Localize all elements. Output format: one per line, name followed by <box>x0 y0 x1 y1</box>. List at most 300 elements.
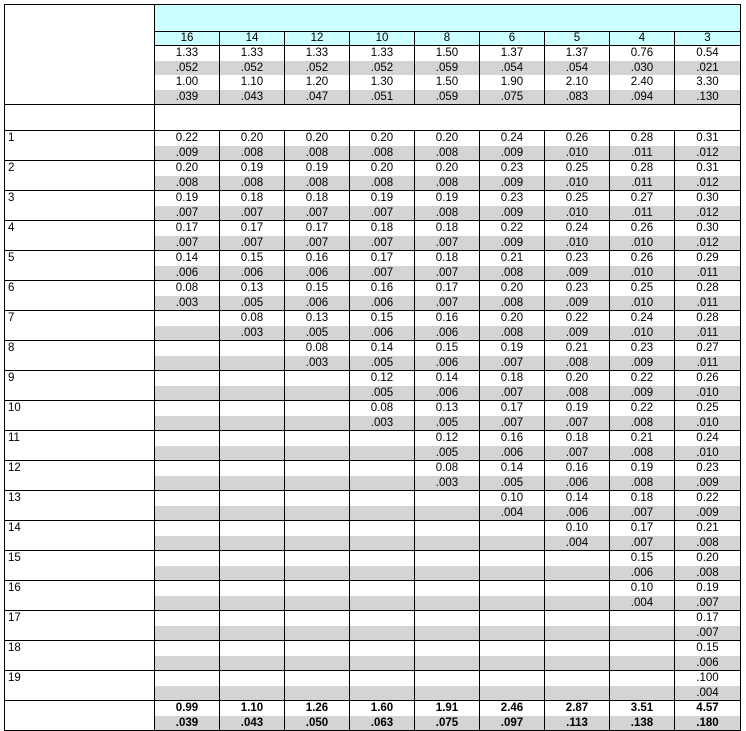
data-cell: 0.26 <box>675 371 741 386</box>
data-cell <box>285 626 350 641</box>
data-cell: .006 <box>350 296 415 311</box>
spacer-label-cell <box>5 105 155 131</box>
row-label-blank <box>5 326 155 341</box>
data-cell: .006 <box>155 266 220 281</box>
totals-row <box>5 701 741 716</box>
data-cell: .006 <box>285 296 350 311</box>
data-cell <box>285 431 350 446</box>
data-cell: 0.16 <box>480 431 545 446</box>
data-cell: .006 <box>545 506 610 521</box>
data-cell <box>480 671 545 686</box>
data-cell <box>480 521 545 536</box>
data-cell <box>220 611 285 626</box>
data-cell: .006 <box>675 656 741 671</box>
table-row <box>5 161 741 176</box>
totals-label-cell <box>5 716 155 731</box>
data-cell: 0.28 <box>675 311 741 326</box>
data-cell: .007 <box>155 236 220 251</box>
data-cell <box>155 446 220 461</box>
data-cell <box>350 506 415 521</box>
data-cell: .006 <box>545 476 610 491</box>
data-cell: 0.26 <box>610 221 675 236</box>
total-cell: 4.57 <box>675 701 741 716</box>
header-data-cell: 1.50 <box>415 46 480 61</box>
data-cell <box>610 611 675 626</box>
header-data-cell: 1.37 <box>545 46 610 61</box>
data-cell <box>610 656 675 671</box>
data-cell: 0.08 <box>350 401 415 416</box>
row-label: 8 <box>5 341 155 356</box>
table-row <box>5 251 741 266</box>
data-cell: 0.10 <box>545 521 610 536</box>
data-cell: .006 <box>285 266 350 281</box>
row-label: 17 <box>5 611 155 626</box>
header-data-cell: .051 <box>350 90 415 105</box>
data-cell <box>415 581 480 596</box>
table-row-secondary <box>5 656 741 671</box>
header-banner <box>155 5 741 32</box>
data-cell: 0.25 <box>610 281 675 296</box>
table-row-secondary <box>5 626 741 641</box>
data-cell: .007 <box>480 386 545 401</box>
table-row <box>5 341 741 356</box>
data-cell: .007 <box>610 536 675 551</box>
header-data-cell: 1.20 <box>285 75 350 90</box>
table-row-secondary <box>5 296 741 311</box>
header-data-cell: 1.90 <box>480 75 545 90</box>
data-cell: .012 <box>675 206 741 221</box>
row-label: 18 <box>5 641 155 656</box>
data-cell <box>610 641 675 656</box>
data-cell <box>155 536 220 551</box>
total-cell: .097 <box>480 716 545 731</box>
data-cell <box>155 581 220 596</box>
data-cell: 0.14 <box>415 371 480 386</box>
data-cell: 0.18 <box>350 221 415 236</box>
data-cell: 0.29 <box>675 251 741 266</box>
data-cell <box>480 566 545 581</box>
total-cell: .039 <box>155 716 220 731</box>
data-cell <box>155 596 220 611</box>
data-cell <box>285 641 350 656</box>
row-label: 5 <box>5 251 155 266</box>
data-cell <box>220 461 285 476</box>
data-cell: .009 <box>545 296 610 311</box>
data-cell: 0.24 <box>675 431 741 446</box>
data-cell: .010 <box>545 146 610 161</box>
data-cell <box>220 371 285 386</box>
data-cell: 0.16 <box>285 251 350 266</box>
data-cell: .007 <box>480 416 545 431</box>
data-cell: 0.18 <box>415 251 480 266</box>
row-label: 1 <box>5 131 155 146</box>
header-data-cell: 1.33 <box>350 46 415 61</box>
data-cell: .010 <box>610 296 675 311</box>
data-cell <box>285 656 350 671</box>
data-cell <box>415 506 480 521</box>
data-cell: 0.23 <box>480 191 545 206</box>
data-cell: 0.19 <box>675 581 741 596</box>
data-cell: .005 <box>350 356 415 371</box>
data-cell: .011 <box>610 146 675 161</box>
table-row <box>5 221 741 236</box>
row-label: 7 <box>5 311 155 326</box>
data-cell <box>155 356 220 371</box>
data-cell <box>155 611 220 626</box>
table-row <box>5 551 741 566</box>
data-cell: .008 <box>285 146 350 161</box>
data-cell <box>285 611 350 626</box>
data-cell <box>350 656 415 671</box>
data-cell: .006 <box>220 266 285 281</box>
data-cell: 0.22 <box>480 221 545 236</box>
data-cell <box>415 521 480 536</box>
table-row <box>5 521 741 536</box>
data-cell <box>220 446 285 461</box>
data-cell: .012 <box>675 176 741 191</box>
table-row <box>5 401 741 416</box>
data-cell: 0.18 <box>610 491 675 506</box>
total-cell: .138 <box>610 716 675 731</box>
data-cell: .011 <box>610 176 675 191</box>
data-cell: 0.21 <box>610 431 675 446</box>
data-cell <box>285 521 350 536</box>
row-label-blank <box>5 536 155 551</box>
row-label: 14 <box>5 521 155 536</box>
header-data-cell: 2.40 <box>610 75 675 90</box>
total-cell: 1.60 <box>350 701 415 716</box>
header-data-cell: 1.50 <box>415 75 480 90</box>
data-cell <box>350 596 415 611</box>
data-cell <box>155 641 220 656</box>
data-cell <box>220 596 285 611</box>
data-cell <box>350 491 415 506</box>
data-cell: 0.25 <box>545 191 610 206</box>
table-row-secondary <box>5 176 741 191</box>
data-cell: .008 <box>480 326 545 341</box>
data-cell: 0.20 <box>675 551 741 566</box>
data-cell: .007 <box>675 596 741 611</box>
table-row-secondary <box>5 146 741 161</box>
data-cell: 0.23 <box>545 281 610 296</box>
data-cell: .008 <box>610 446 675 461</box>
data-cell: .008 <box>545 386 610 401</box>
data-cell <box>155 341 220 356</box>
data-cell <box>350 476 415 491</box>
data-cell: 0.23 <box>480 161 545 176</box>
data-cell: 0.20 <box>155 161 220 176</box>
row-label: 6 <box>5 281 155 296</box>
data-cell: .011 <box>675 296 741 311</box>
data-cell: .003 <box>415 476 480 491</box>
data-cell: 0.23 <box>610 341 675 356</box>
data-cell <box>545 596 610 611</box>
data-cell: .009 <box>675 476 741 491</box>
data-cell: .008 <box>220 176 285 191</box>
data-cell <box>155 656 220 671</box>
table-row <box>5 491 741 506</box>
data-cell <box>220 581 285 596</box>
data-cell: 0.16 <box>415 311 480 326</box>
data-cell <box>415 611 480 626</box>
data-cell: .004 <box>675 686 741 701</box>
table-row <box>5 431 741 446</box>
data-cell: .005 <box>285 326 350 341</box>
table-row <box>5 671 741 686</box>
data-cell: 0.20 <box>480 281 545 296</box>
data-cell: 0.10 <box>610 581 675 596</box>
header-data-cell: .047 <box>285 90 350 105</box>
data-cell: 0.20 <box>480 311 545 326</box>
header-data-cell: .052 <box>155 61 220 76</box>
data-cell: .007 <box>545 416 610 431</box>
data-cell: 0.21 <box>675 521 741 536</box>
data-cell: .010 <box>675 416 741 431</box>
data-cell <box>220 431 285 446</box>
row-label-blank <box>5 416 155 431</box>
data-cell: 0.18 <box>545 431 610 446</box>
header-corner-cell <box>5 5 155 105</box>
data-cell: 0.15 <box>415 341 480 356</box>
table-row-secondary <box>5 206 741 221</box>
data-cell <box>220 671 285 686</box>
data-cell: .010 <box>610 326 675 341</box>
data-cell: .008 <box>610 416 675 431</box>
data-cell <box>220 491 285 506</box>
data-cell <box>285 536 350 551</box>
data-cell <box>350 551 415 566</box>
data-cell: 0.18 <box>220 191 285 206</box>
data-cell: 0.08 <box>220 311 285 326</box>
data-cell: 0.20 <box>545 371 610 386</box>
data-cell: 0.30 <box>675 221 741 236</box>
data-cell: .005 <box>415 446 480 461</box>
header-data-cell: 2.10 <box>545 75 610 90</box>
table-row-secondary <box>5 326 741 341</box>
header-data-cell: .059 <box>415 61 480 76</box>
data-cell: 0.20 <box>220 131 285 146</box>
data-cell: 0.10 <box>480 491 545 506</box>
data-cell: .009 <box>480 176 545 191</box>
data-cell: .006 <box>415 356 480 371</box>
total-cell: .043 <box>220 716 285 731</box>
data-cell <box>285 401 350 416</box>
header-data-cell: 3.30 <box>675 75 741 90</box>
data-cell <box>155 551 220 566</box>
data-cell <box>285 371 350 386</box>
gauge-header-cell: 3 <box>675 32 741 46</box>
data-cell <box>155 311 220 326</box>
data-cell: 0.21 <box>545 341 610 356</box>
data-cell: 0.20 <box>350 131 415 146</box>
data-cell: 0.19 <box>610 461 675 476</box>
total-cell: 0.99 <box>155 701 220 716</box>
data-cell <box>545 671 610 686</box>
data-cell: .007 <box>545 446 610 461</box>
data-cell <box>220 356 285 371</box>
data-cell <box>285 551 350 566</box>
data-cell <box>155 566 220 581</box>
data-cell: .004 <box>480 506 545 521</box>
table-row <box>5 191 741 206</box>
data-cell <box>220 476 285 491</box>
data-cell <box>415 491 480 506</box>
table-row <box>5 611 741 626</box>
table-row-secondary <box>5 566 741 581</box>
header-data-cell: .030 <box>610 61 675 76</box>
data-cell: .008 <box>545 356 610 371</box>
data-cell: 0.31 <box>675 161 741 176</box>
data-cell: .011 <box>675 266 741 281</box>
total-cell: .113 <box>545 716 610 731</box>
row-label: 2 <box>5 161 155 176</box>
data-cell: 0.14 <box>350 341 415 356</box>
data-cell: 0.14 <box>155 251 220 266</box>
data-cell <box>220 506 285 521</box>
data-cell: .005 <box>480 476 545 491</box>
total-cell: 1.10 <box>220 701 285 716</box>
data-cell: 0.16 <box>350 281 415 296</box>
data-cell <box>155 401 220 416</box>
header-data-cell: 0.54 <box>675 46 741 61</box>
data-cell: .012 <box>675 236 741 251</box>
header-data-cell: .052 <box>285 61 350 76</box>
data-cell <box>285 596 350 611</box>
table-row <box>5 281 741 296</box>
data-cell <box>610 671 675 686</box>
data-cell: 0.20 <box>350 161 415 176</box>
data-cell: .008 <box>675 536 741 551</box>
total-cell: 1.26 <box>285 701 350 716</box>
data-cell: 0.16 <box>545 461 610 476</box>
data-cell: 0.23 <box>545 251 610 266</box>
data-cell <box>350 431 415 446</box>
data-cell: .005 <box>415 416 480 431</box>
row-label: 12 <box>5 461 155 476</box>
data-cell: 0.18 <box>480 371 545 386</box>
row-label-blank <box>5 626 155 641</box>
data-cell: .008 <box>415 146 480 161</box>
data-cell <box>415 566 480 581</box>
gauge-header-cell: 6 <box>480 32 545 46</box>
table-row-secondary <box>5 386 741 401</box>
row-label: 10 <box>5 401 155 416</box>
header-data-cell: .054 <box>480 61 545 76</box>
data-cell: 0.20 <box>285 131 350 146</box>
data-cell <box>545 611 610 626</box>
data-cell: 0.27 <box>610 191 675 206</box>
row-label-blank <box>5 386 155 401</box>
data-cell <box>350 536 415 551</box>
data-cell: 0.08 <box>155 281 220 296</box>
data-cell <box>285 581 350 596</box>
data-cell <box>220 686 285 701</box>
total-cell: .180 <box>675 716 741 731</box>
data-cell: .007 <box>610 506 675 521</box>
data-cell: .011 <box>675 326 741 341</box>
data-cell: .005 <box>350 386 415 401</box>
total-cell: .075 <box>415 716 480 731</box>
data-cell: .003 <box>285 356 350 371</box>
row-label-blank <box>5 266 155 281</box>
data-cell: 0.28 <box>675 281 741 296</box>
table-row <box>5 371 741 386</box>
header-data-cell: .039 <box>155 90 220 105</box>
data-cell: .009 <box>480 236 545 251</box>
data-cell <box>350 626 415 641</box>
data-cell <box>155 506 220 521</box>
header-data-cell: .021 <box>675 61 741 76</box>
data-cell: 0.12 <box>350 371 415 386</box>
table-row-secondary <box>5 686 741 701</box>
data-cell: .007 <box>285 236 350 251</box>
data-cell <box>285 566 350 581</box>
gauge-header-cell: 16 <box>155 32 220 46</box>
row-label-blank <box>5 596 155 611</box>
data-cell: .004 <box>610 596 675 611</box>
header-banner-row <box>5 5 741 32</box>
data-cell: 0.15 <box>350 311 415 326</box>
data-cell <box>415 551 480 566</box>
header-data-cell: 1.00 <box>155 75 220 90</box>
data-cell: 0.17 <box>480 401 545 416</box>
header-data-cell: 1.33 <box>155 46 220 61</box>
data-cell: .007 <box>350 266 415 281</box>
data-cell <box>415 656 480 671</box>
data-cell: 0.17 <box>610 521 675 536</box>
data-cell <box>480 536 545 551</box>
total-cell: 3.51 <box>610 701 675 716</box>
data-cell <box>285 386 350 401</box>
data-cell: .011 <box>675 356 741 371</box>
table-row-secondary <box>5 266 741 281</box>
data-cell: .004 <box>545 536 610 551</box>
data-cell <box>545 566 610 581</box>
data-cell: .007 <box>480 356 545 371</box>
data-cell <box>155 431 220 446</box>
data-cell: 0.22 <box>610 371 675 386</box>
data-cell <box>285 446 350 461</box>
data-cell <box>220 566 285 581</box>
data-cell <box>350 461 415 476</box>
data-cell <box>350 641 415 656</box>
data-cell: 0.31 <box>675 131 741 146</box>
data-cell <box>545 626 610 641</box>
data-cell: .006 <box>350 326 415 341</box>
table-row-secondary <box>5 536 741 551</box>
data-cell: 0.13 <box>220 281 285 296</box>
data-cell: .007 <box>155 206 220 221</box>
spacer-row <box>5 105 741 131</box>
data-cell: .009 <box>480 146 545 161</box>
data-cell <box>545 656 610 671</box>
data-cell <box>480 626 545 641</box>
data-cell: 0.17 <box>675 611 741 626</box>
data-cell <box>155 326 220 341</box>
data-cell: .007 <box>285 206 350 221</box>
data-cell <box>350 446 415 461</box>
data-cell: .007 <box>415 266 480 281</box>
data-cell <box>155 686 220 701</box>
data-cell <box>155 416 220 431</box>
data-cell <box>415 626 480 641</box>
data-cell: 0.12 <box>415 431 480 446</box>
data-cell: 0.18 <box>415 221 480 236</box>
data-cell: 0.14 <box>480 461 545 476</box>
data-cell: 0.19 <box>155 191 220 206</box>
data-cell: .010 <box>610 236 675 251</box>
table-row <box>5 131 741 146</box>
